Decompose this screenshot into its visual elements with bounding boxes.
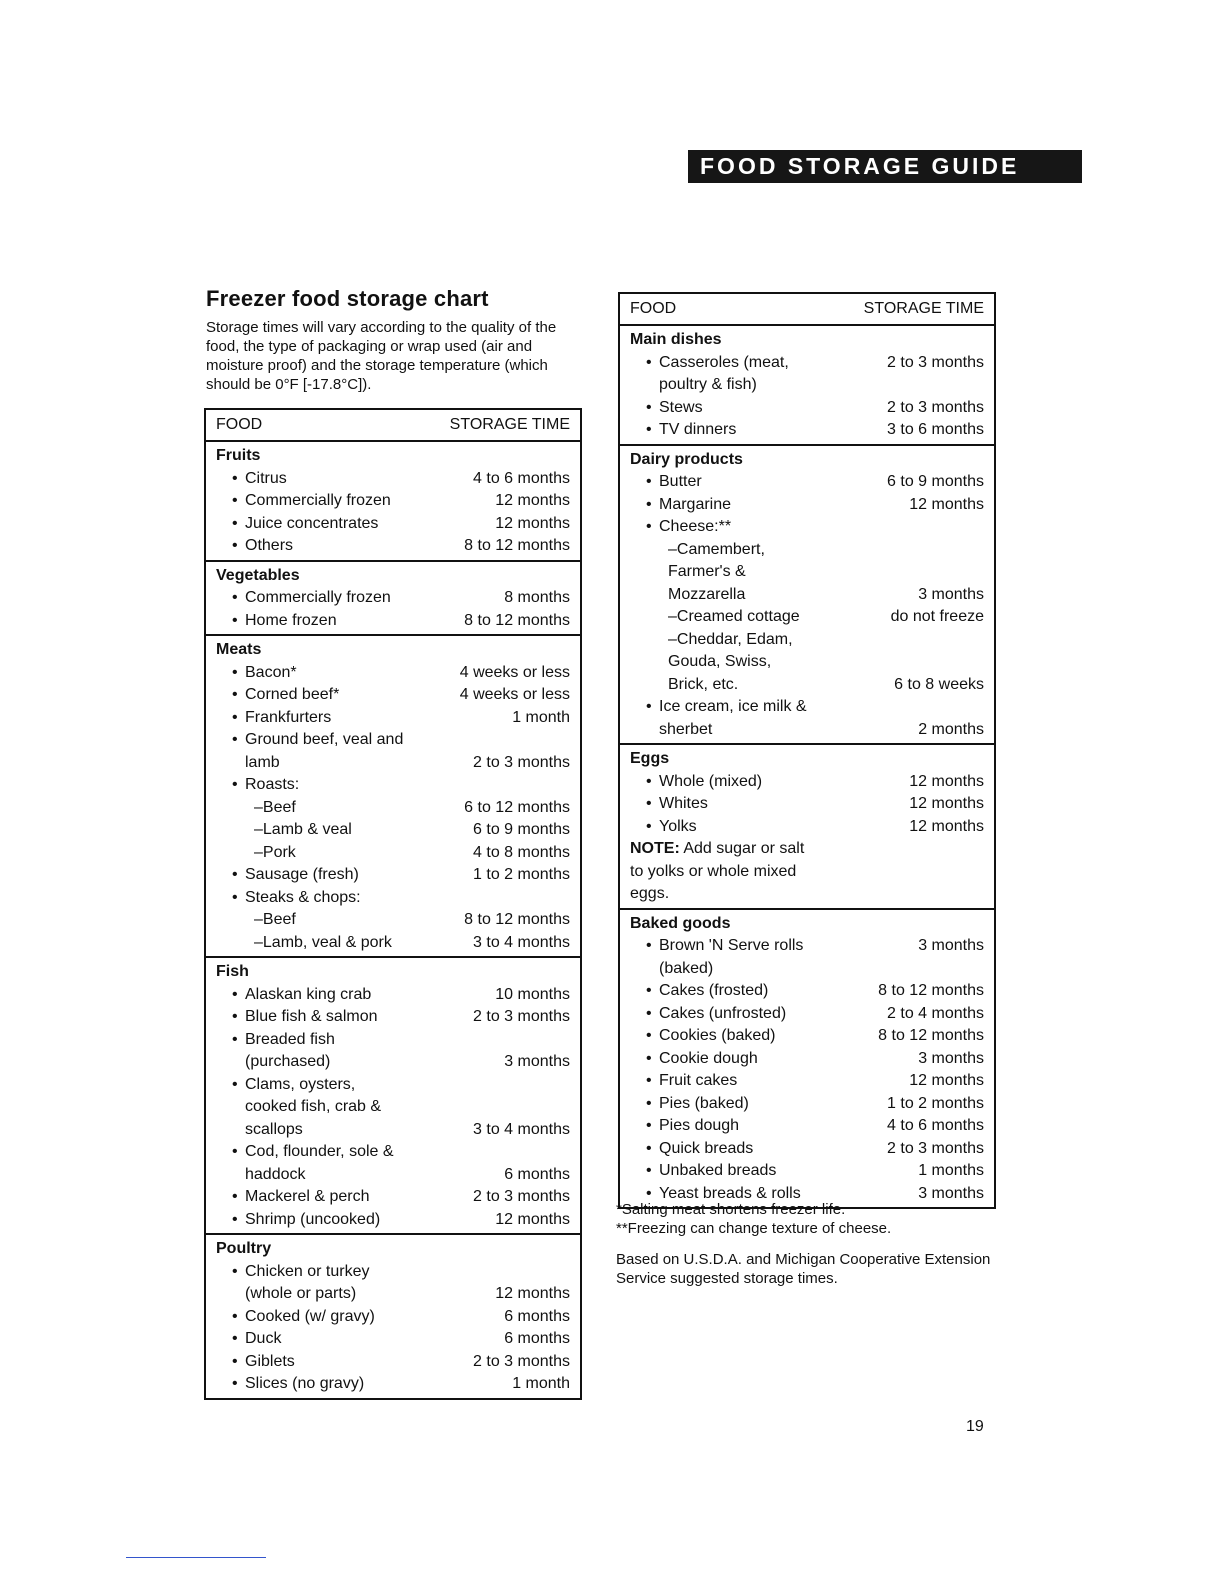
storage-table-left	[204, 408, 582, 1400]
food-name: Commercially frozen	[245, 589, 391, 606]
food-name: Cookies (baked)	[659, 1027, 776, 1044]
bullet-icon: •	[646, 421, 652, 438]
bullet-icon: •	[646, 982, 652, 999]
storage-time: 6 months	[504, 1307, 570, 1325]
storage-time: 1 to 2 months	[887, 1094, 984, 1112]
food-name: Citrus	[245, 469, 287, 487]
table-row	[216, 535, 570, 558]
storage-time: 3 months	[918, 585, 984, 603]
food-name: Blue fish & salmon	[245, 1008, 378, 1025]
food-name: Unbaked breads	[659, 1162, 777, 1179]
table-row	[216, 932, 570, 955]
food-name: Quick breads	[659, 1139, 754, 1157]
table-row	[216, 819, 570, 842]
table-row	[216, 468, 570, 491]
storage-time: 6 to 12 months	[464, 798, 570, 816]
food-name: Cooked (w/ gravy)	[245, 1307, 375, 1325]
table-row	[216, 774, 570, 797]
table-row	[630, 771, 984, 794]
storage-time: 8 to 12 months	[464, 537, 570, 554]
food-name: Home frozen	[245, 611, 337, 629]
table-row	[630, 629, 984, 697]
food-section	[206, 636, 580, 958]
table-row	[216, 707, 570, 730]
bullet-icon: •	[646, 398, 652, 416]
food-name: –Lamb, veal & pork	[254, 933, 392, 951]
table-row	[630, 352, 984, 397]
food-name: Stews	[659, 398, 703, 416]
storage-time: 6 months	[504, 1330, 570, 1347]
food-name: TV dinners	[659, 421, 737, 438]
bullet-icon: •	[646, 1117, 652, 1134]
bullet-icon: •	[232, 1030, 238, 1048]
table-row	[216, 1261, 570, 1306]
table-row	[216, 984, 570, 1007]
food-name: –Camembert, Farmer's & Mozzarella	[668, 540, 765, 603]
table-row	[630, 816, 984, 839]
storage-time: 3 months	[504, 1053, 570, 1070]
table-header	[206, 410, 580, 442]
storage-time: 1 months	[918, 1162, 984, 1179]
storage-time: 3 to 6 months	[887, 421, 984, 438]
storage-time: 8 months	[504, 589, 570, 606]
storage-time: 2 to 3 months	[887, 1139, 984, 1157]
table-row	[630, 1160, 984, 1183]
food-name: Corned beef*	[245, 686, 340, 703]
food-name: Brown 'N Serve rolls (baked)	[659, 937, 804, 977]
bullet-icon: •	[232, 1210, 238, 1228]
table-row	[216, 513, 570, 536]
food-name: Sausage (fresh)	[245, 866, 359, 883]
bullet-icon: •	[646, 1004, 652, 1022]
bullet-icon: •	[232, 589, 238, 606]
food-name: Clams, oysters, cooked fish, crab & scallops	[245, 1075, 382, 1138]
bullet-icon: •	[646, 473, 652, 490]
storage-time: 2 to 3 months	[473, 1188, 570, 1205]
storage-time: 1 month	[512, 708, 570, 726]
storage-time: 1 to 2 months	[473, 866, 570, 883]
storage-time: 4 to 6 months	[473, 469, 570, 487]
bullet-icon: •	[232, 1188, 238, 1205]
bullet-icon: •	[232, 611, 238, 629]
table-row	[216, 864, 570, 887]
section-title: Eggs	[630, 750, 670, 767]
storage-time: 10 months	[495, 985, 570, 1003]
bullet-icon: •	[232, 1008, 238, 1025]
food-name: Yolks	[659, 817, 697, 835]
storage-time: 6 months	[504, 1165, 570, 1183]
food-section	[620, 745, 994, 910]
table-row	[630, 1048, 984, 1071]
food-name: Whole (mixed)	[659, 772, 763, 790]
table-row	[216, 1029, 570, 1074]
table-row	[216, 662, 570, 685]
footnote-salting: *Salting meat shortens freezer life.	[616, 1201, 846, 1218]
storage-time: 8 to 12 months	[878, 982, 984, 999]
storage-time: 12 months	[909, 1072, 984, 1089]
page-number: 19	[966, 1418, 984, 1435]
storage-time: do not freeze	[890, 608, 984, 625]
note-text: Add sugar or salt to yolks or whole mixed eggs.	[630, 840, 805, 902]
bullet-icon: •	[646, 698, 652, 715]
section-title: Fish	[216, 963, 249, 980]
bullet-icon: •	[646, 1027, 652, 1044]
table-row	[630, 516, 984, 539]
table-row	[216, 610, 570, 633]
bullet-icon: •	[232, 1352, 238, 1370]
time-column-header: STORAGE TIME	[449, 416, 570, 433]
food-name: Giblets	[245, 1352, 295, 1370]
food-name: Cheese:**	[659, 518, 732, 535]
storage-time: 4 weeks or less	[459, 663, 570, 681]
food-name: Margarine	[659, 495, 732, 513]
table-row	[216, 909, 570, 932]
bullet-icon: •	[232, 776, 238, 793]
bullet-icon: •	[646, 1094, 652, 1112]
section-title: Poultry	[216, 1240, 272, 1257]
table-row	[216, 1209, 570, 1232]
storage-time: 2 to 3 months	[473, 1008, 570, 1025]
storage-time: 2 to 3 months	[887, 353, 984, 371]
table-row	[216, 797, 570, 820]
bullet-icon: •	[646, 817, 652, 835]
food-name: –Pork	[254, 843, 296, 861]
bullet-icon: •	[646, 518, 652, 535]
food-name: Fruit cakes	[659, 1072, 738, 1089]
table-row	[216, 1306, 570, 1329]
food-name: Casseroles (meat, poultry & fish)	[659, 353, 789, 393]
egg-note	[630, 838, 984, 906]
section-title: Fruits	[216, 447, 261, 464]
section-title: Main dishes	[630, 331, 722, 348]
food-name: –Beef	[254, 798, 296, 816]
food-name: Roasts:	[245, 776, 300, 793]
table-row	[630, 539, 984, 607]
footnotes	[616, 1200, 996, 1288]
table-row	[630, 793, 984, 816]
bullet-icon: •	[646, 1049, 652, 1067]
food-name: Duck	[245, 1330, 282, 1347]
food-name: –Beef	[254, 911, 296, 928]
storage-time: 8 to 12 months	[464, 611, 570, 629]
bullet-icon: •	[646, 937, 652, 954]
food-name: Bacon*	[245, 663, 297, 681]
food-name: Alaskan king crab	[245, 985, 372, 1003]
table-header	[620, 294, 994, 326]
food-section	[206, 958, 580, 1235]
storage-time: 2 to 4 months	[887, 1004, 984, 1022]
table-row	[630, 1138, 984, 1161]
table-row	[216, 684, 570, 707]
food-name: Pies dough	[659, 1117, 740, 1134]
storage-time: 3 months	[918, 1049, 984, 1067]
food-name: Steaks & chops:	[245, 888, 361, 906]
footnote-cheese: **Freezing can change texture of cheese.	[616, 1220, 892, 1237]
storage-time: 1 month	[512, 1375, 570, 1392]
bullet-icon: •	[646, 1162, 652, 1179]
food-name: Cakes (unfrosted)	[659, 1004, 787, 1022]
table-row	[630, 606, 984, 629]
food-name: Cod, flounder, sole & haddock	[245, 1143, 394, 1183]
food-name: Mackerel & perch	[245, 1188, 370, 1205]
table-row	[216, 1186, 570, 1209]
storage-time: 2 to 3 months	[473, 753, 570, 771]
food-name: Cakes (frosted)	[659, 982, 769, 999]
bullet-icon: •	[232, 985, 238, 1003]
intro-block	[206, 286, 584, 394]
storage-time: 12 months	[909, 817, 984, 835]
food-name: –Cheddar, Edam, Gouda, Swiss, Brick, etc.	[668, 630, 793, 693]
storage-time: 4 to 8 months	[473, 843, 570, 861]
note-label: NOTE:	[630, 840, 680, 857]
bullet-icon: •	[232, 1075, 238, 1093]
table-row	[216, 1351, 570, 1374]
food-section	[206, 442, 580, 562]
bullet-icon: •	[646, 1139, 652, 1157]
table-row	[216, 729, 570, 774]
bullet-icon: •	[232, 1307, 238, 1325]
table-row	[216, 490, 570, 513]
table-row	[216, 1328, 570, 1351]
table-row	[216, 887, 570, 910]
table-row	[630, 980, 984, 1003]
storage-time: 3 months	[918, 937, 984, 954]
intro-text: Storage times will vary according to the quality of the food, the type of packaging or wrap used (air and moisture proof) and the storage temperature (which should be 0°F [-17.8°C]).	[206, 319, 557, 393]
storage-time: 2 to 3 months	[473, 1352, 570, 1370]
storage-time: 6 to 9 months	[887, 473, 984, 490]
food-name: Frankfurters	[245, 708, 332, 726]
bullet-icon: •	[646, 353, 652, 371]
food-name: Whites	[659, 795, 708, 812]
food-section	[620, 326, 994, 446]
section-header-title: FOOD STORAGE GUIDE	[700, 153, 1020, 179]
bullet-icon: •	[646, 795, 652, 812]
table-row	[630, 1115, 984, 1138]
bullet-icon: •	[232, 663, 238, 681]
food-name: Cookie dough	[659, 1049, 758, 1067]
storage-time: 12 months	[909, 772, 984, 790]
bullet-icon: •	[232, 492, 238, 509]
food-name: –Creamed cottage	[668, 608, 800, 625]
food-name: Ice cream, ice milk & sherbet	[659, 698, 807, 738]
table-row	[630, 935, 984, 980]
storage-time: 8 to 12 months	[878, 1027, 984, 1044]
food-section	[206, 1235, 580, 1398]
food-name: Slices (no gravy)	[245, 1375, 365, 1392]
table-row	[216, 842, 570, 865]
storage-time: 12 months	[909, 795, 984, 812]
food-column-header: FOOD	[216, 416, 263, 433]
storage-time: 6 to 9 months	[473, 821, 570, 838]
chart-title: Freezer food storage chart	[206, 286, 489, 311]
storage-time: 12 months	[495, 1285, 570, 1302]
storage-time: 6 to 8 weeks	[894, 675, 984, 693]
bullet-icon: •	[646, 772, 652, 790]
food-name: Juice concentrates	[245, 514, 379, 532]
table-row	[216, 1074, 570, 1142]
bullet-icon: •	[232, 1262, 238, 1280]
bullet-icon: •	[232, 708, 238, 726]
food-name: –Lamb & veal	[254, 821, 352, 838]
bottom-rule	[126, 1557, 266, 1558]
food-name: Shrimp (uncooked)	[245, 1210, 381, 1228]
storage-time: 12 months	[495, 1210, 570, 1228]
table-row	[630, 1025, 984, 1048]
storage-time: 3 to 4 months	[473, 933, 570, 951]
table-row	[630, 494, 984, 517]
bullet-icon: •	[232, 514, 238, 532]
table-row	[630, 1093, 984, 1116]
food-name: Yeast breads & rolls	[659, 1184, 801, 1202]
bullet-icon: •	[232, 537, 238, 554]
food-column-header: FOOD	[630, 300, 677, 317]
bullet-icon: •	[232, 1330, 238, 1347]
table-row	[630, 471, 984, 494]
storage-time: 3 months	[918, 1184, 984, 1202]
section-header-bar	[688, 150, 1082, 183]
food-section	[620, 910, 994, 1208]
bullet-icon: •	[232, 1143, 238, 1160]
storage-time: 12 months	[495, 514, 570, 532]
storage-table-right	[618, 292, 996, 1209]
storage-time: 4 weeks or less	[459, 686, 570, 703]
food-name: Others	[245, 537, 294, 554]
bullet-icon: •	[646, 1072, 652, 1089]
bullet-icon: •	[232, 888, 238, 906]
storage-time: 8 to 12 months	[464, 911, 570, 928]
bullet-icon: •	[232, 731, 238, 748]
storage-time: 2 to 3 months	[887, 398, 984, 416]
food-name: Butter	[659, 473, 702, 490]
table-row	[630, 696, 984, 741]
food-section	[206, 562, 580, 637]
bullet-icon: •	[232, 1375, 238, 1392]
food-section	[620, 446, 994, 746]
table-row	[630, 419, 984, 442]
table-row	[630, 397, 984, 420]
table-row	[216, 1141, 570, 1186]
bullet-icon: •	[646, 495, 652, 513]
section-title: Vegetables	[216, 566, 300, 584]
storage-time: 2 months	[918, 720, 984, 738]
storage-time: 4 to 6 months	[887, 1117, 984, 1134]
bullet-icon: •	[232, 866, 238, 883]
food-name: Chicken or turkey (whole or parts)	[245, 1262, 370, 1302]
table-row	[216, 1373, 570, 1396]
storage-time: 3 to 4 months	[473, 1120, 570, 1138]
food-name: Commercially frozen	[245, 492, 391, 509]
storage-time: 12 months	[495, 492, 570, 509]
food-name: Breaded fish (purchased)	[245, 1030, 335, 1070]
time-column-header: STORAGE TIME	[863, 300, 984, 317]
bullet-icon: •	[646, 1184, 652, 1202]
bullet-icon: •	[232, 469, 238, 487]
food-name: Ground beef, veal and lamb	[245, 731, 404, 771]
section-title: Dairy products	[630, 450, 743, 468]
section-title: Baked goods	[630, 914, 731, 932]
table-row	[630, 1003, 984, 1026]
table-row	[630, 1070, 984, 1093]
storage-time: 12 months	[909, 495, 984, 513]
table-row	[216, 587, 570, 610]
section-title: Meats	[216, 641, 262, 658]
source-note: Based on U.S.D.A. and Michigan Cooperative Extension Service suggested storage times.	[616, 1251, 991, 1287]
food-name: Pies (baked)	[659, 1094, 749, 1112]
bullet-icon: •	[232, 686, 238, 703]
table-row	[216, 1006, 570, 1029]
